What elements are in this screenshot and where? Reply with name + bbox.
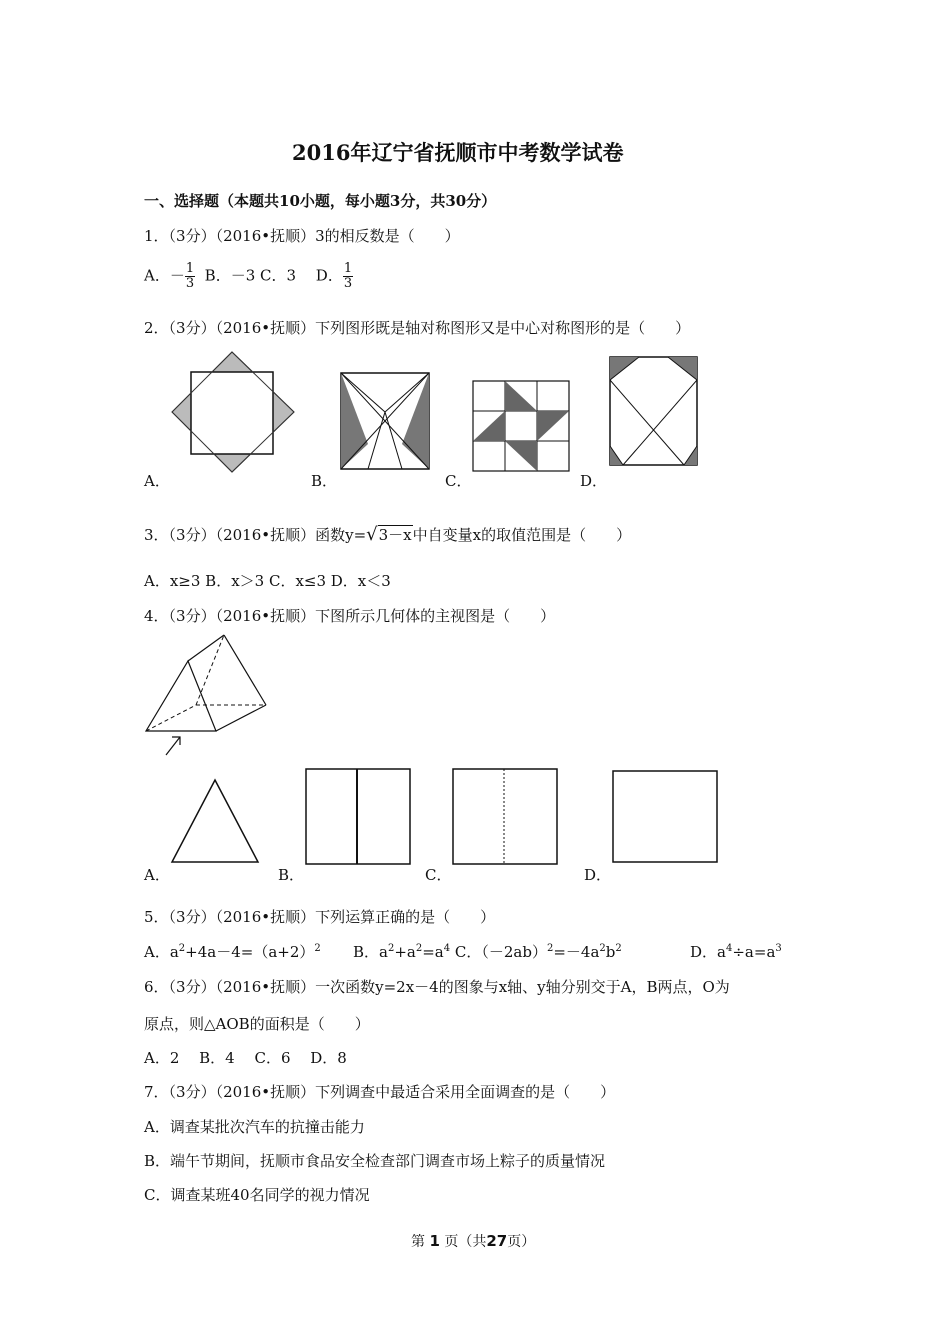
sqrt-icon: √ <box>366 524 378 545</box>
q1-d-den: 3 <box>343 276 353 291</box>
q7-option-b: B．端午节期间，抚顺市食品安全检查部门调查市场上粽子的质量情况 <box>144 1152 606 1170</box>
footer-page-number: 1 <box>429 1232 440 1250</box>
q3-radicand: 3－x <box>378 526 412 544</box>
question-1-stem: 1．（3分）（2016•抚顺）3的相反数是（ ） <box>144 227 460 245</box>
q1-fraction-a <box>185 262 195 291</box>
question-6-line2: 原点，则△AOB的面积是（ ） <box>144 1015 370 1033</box>
q1-d-num: 1 <box>343 261 353 276</box>
q3-stem-a: 3．（3分）（2016•抚顺）函数y= <box>144 526 367 544</box>
q2-label-b: B． <box>311 472 338 490</box>
question-6-line1: 6．（3分）（2016•抚顺）一次函数y=2x－4的图象与x轴、y轴分别交于A，B两点，O为 <box>144 978 730 996</box>
q2-figure-c <box>472 380 570 472</box>
q2-label-d: D． <box>580 472 608 490</box>
question-3-options: A．x≥3 B．x＞3 C．x≤3 D．x＜3 <box>144 572 391 590</box>
q1-options-bc: B．－3 C．3 D． <box>204 266 343 285</box>
q5-option-b: B．$a^2+a^2=a^4$ C．$(-2ab)^2=-4a^2b^2$ <box>353 943 622 961</box>
q2-figure-d <box>609 356 699 468</box>
question-5-stem: 5．（3分）（2016•抚顺）下列运算正确的是（ ） <box>144 908 496 926</box>
q5-option-a-render: A．$a^2+4a-4=(a+2)^2$ <box>144 943 321 961</box>
q7-option-a: A．调查某批次汽车的抗撞击能力 <box>144 1118 365 1136</box>
document-title: 2016年辽宁省抚顺市中考数学试卷 <box>292 140 624 165</box>
footer-pre: 第 <box>411 1234 425 1250</box>
q4-option-b-rect-solid <box>305 768 412 866</box>
q4-label-b: B． <box>278 866 305 884</box>
question-1-options <box>144 262 353 291</box>
q4-option-c-rect-dashed <box>452 768 559 866</box>
q4-label-c: C． <box>425 866 452 884</box>
section-heading: 一、选择题（本题共10小题，每小题3分，共30分） <box>144 192 497 210</box>
page-footer <box>411 1231 535 1251</box>
question-3-stem <box>144 524 631 545</box>
q5-option-d: D．$a^4\div a=a^3$ <box>690 943 782 961</box>
question-6-options: A．2 B．4 C．6 D．8 <box>144 1049 347 1067</box>
footer-mid: 页（共 <box>444 1234 487 1250</box>
q4-label-a: A． <box>144 866 170 884</box>
q3-stem-b: 中自变量x的取值范围是（ ） <box>412 526 632 544</box>
q4-option-d-rect <box>612 770 719 864</box>
question-7-stem: 7．（3分）（2016•抚顺）下列调查中最适合采用全面调查的是（ ） <box>144 1083 616 1101</box>
question-2-stem: 2．（3分）（2016•抚顺）下列图形既是轴对称图形又是中心对称图形的是（ ） <box>144 319 691 337</box>
q2-label-c: C． <box>445 472 472 490</box>
question-4-stem: 4．（3分）（2016•抚顺）下图所示几何体的主视图是（ ） <box>144 607 556 625</box>
q7-option-c: C．调查某班40名同学的视力情况 <box>144 1186 370 1204</box>
q1-frac-num: 1 <box>185 261 195 276</box>
footer-total-pages: 27 <box>486 1232 508 1250</box>
q4-prism-figure <box>144 633 269 761</box>
q1-frac-den: 3 <box>185 276 195 291</box>
q2-figure-a <box>170 350 300 475</box>
footer-post: 页） <box>507 1234 536 1250</box>
q2-label-a: A． <box>144 472 170 490</box>
q4-option-a-triangle <box>170 778 262 866</box>
q1-fraction-d <box>343 262 353 291</box>
q4-label-d: D． <box>584 866 612 884</box>
q2-figure-b <box>340 372 432 472</box>
q1-option-a-label: A．－ <box>144 266 185 285</box>
